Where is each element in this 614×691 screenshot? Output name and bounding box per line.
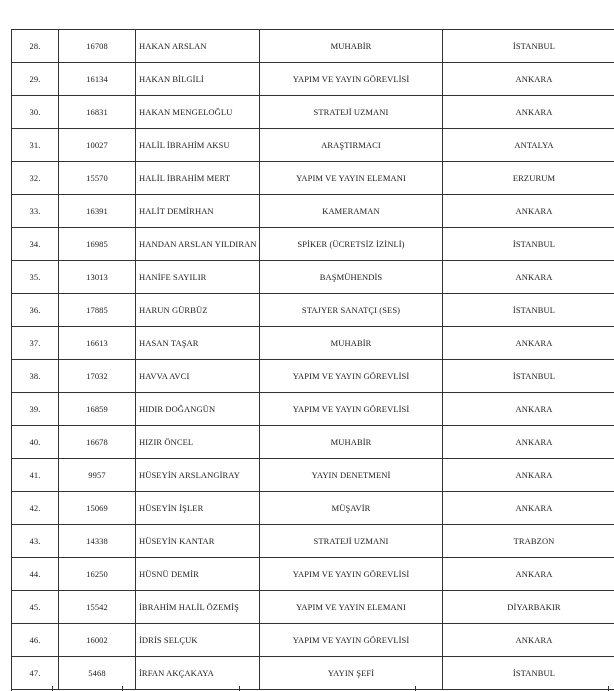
registry-number-cell: 17885 bbox=[59, 294, 136, 327]
person-name-cell: HASAN TAŞAR bbox=[136, 327, 260, 360]
registry-number-cell: 5468 bbox=[59, 657, 136, 690]
city-cell: ANKARA bbox=[443, 195, 614, 228]
registry-number-cell: 16002 bbox=[59, 624, 136, 657]
person-name-cell: HÜSEYİN ARSLANGİRAY bbox=[136, 459, 260, 492]
personnel-table-body bbox=[12, 30, 614, 690]
row-number-cell: 30. bbox=[12, 96, 59, 129]
city-cell: ANKARA bbox=[443, 261, 614, 294]
job-title-cell: YAPIM VE YAYIN GÖREVLİSİ bbox=[260, 393, 443, 426]
city-cell: ANKARA bbox=[443, 492, 614, 525]
row-number-cell: 36. bbox=[12, 294, 59, 327]
person-name-cell: HAVVA AVCI bbox=[136, 360, 260, 393]
row-number-cell: 31. bbox=[12, 129, 59, 162]
city-cell: ANKARA bbox=[443, 96, 614, 129]
row-number-cell: 45. bbox=[12, 591, 59, 624]
stub-divider bbox=[122, 686, 123, 691]
person-name-cell: HAKAN MENGELOĞLU bbox=[136, 96, 260, 129]
job-title-cell: ARAŞTIRMACI bbox=[260, 129, 443, 162]
person-name-cell: HÜSEYİN KANTAR bbox=[136, 525, 260, 558]
table-row bbox=[12, 591, 614, 624]
job-title-cell: YAPIM VE YAYIN GÖREVLİSİ bbox=[260, 360, 443, 393]
row-number-cell: 44. bbox=[12, 558, 59, 591]
job-title-cell: YAYIN DENETMENİ bbox=[260, 459, 443, 492]
row-number-cell: 33. bbox=[12, 195, 59, 228]
person-name-cell: İDRİS SELÇUK bbox=[136, 624, 260, 657]
registry-number-cell: 15542 bbox=[59, 591, 136, 624]
stub-divider bbox=[415, 686, 416, 691]
city-cell: ERZURUM bbox=[443, 162, 614, 195]
person-name-cell: HAKAN ARSLAN bbox=[136, 30, 260, 63]
person-name-cell: HIDIR DOĞANGÜN bbox=[136, 393, 260, 426]
person-name-cell: HÜSEYİN İŞLER bbox=[136, 492, 260, 525]
city-cell: TRABZON bbox=[443, 525, 614, 558]
city-cell: İSTANBUL bbox=[443, 360, 614, 393]
row-number-cell: 35. bbox=[12, 261, 59, 294]
person-name-cell: HANDAN ARSLAN YILDIRAN bbox=[136, 228, 260, 261]
city-cell: ANKARA bbox=[443, 327, 614, 360]
city-cell: ANTALYA bbox=[443, 129, 614, 162]
registry-number-cell: 16391 bbox=[59, 195, 136, 228]
table-row bbox=[12, 426, 614, 459]
job-title-cell: MUHABİR bbox=[260, 426, 443, 459]
table-row bbox=[12, 492, 614, 525]
table-row bbox=[12, 393, 614, 426]
row-number-cell: 38. bbox=[12, 360, 59, 393]
table-row bbox=[12, 294, 614, 327]
table-row bbox=[12, 657, 614, 690]
city-cell: İSTANBUL bbox=[443, 294, 614, 327]
job-title-cell: YAPIM VE YAYIN ELEMANI bbox=[260, 162, 443, 195]
row-number-cell: 37. bbox=[12, 327, 59, 360]
city-cell: ANKARA bbox=[443, 624, 614, 657]
row-number-cell: 40. bbox=[12, 426, 59, 459]
table-row bbox=[12, 96, 614, 129]
job-title-cell: YAYIN ŞEFİ bbox=[260, 657, 443, 690]
job-title-cell: MUHABİR bbox=[260, 327, 443, 360]
registry-number-cell: 16134 bbox=[59, 63, 136, 96]
stub-divider bbox=[52, 686, 53, 691]
city-cell: ANKARA bbox=[443, 426, 614, 459]
registry-number-cell: 16859 bbox=[59, 393, 136, 426]
row-number-cell: 41. bbox=[12, 459, 59, 492]
registry-number-cell: 16708 bbox=[59, 30, 136, 63]
job-title-cell: STAJYER SANATÇI (SES) bbox=[260, 294, 443, 327]
table-row bbox=[12, 558, 614, 591]
job-title-cell: SPİKER (ÜCRETSİZ İZİNLİ) bbox=[260, 228, 443, 261]
registry-number-cell: 15069 bbox=[59, 492, 136, 525]
registry-number-cell: 13013 bbox=[59, 261, 136, 294]
job-title-cell: MÜŞAVİR bbox=[260, 492, 443, 525]
person-name-cell: İBRAHİM HALİL ÖZEMİŞ bbox=[136, 591, 260, 624]
registry-number-cell: 10027 bbox=[59, 129, 136, 162]
person-name-cell: HALİT DEMİRHAN bbox=[136, 195, 260, 228]
registry-number-cell: 16250 bbox=[59, 558, 136, 591]
person-name-cell: HALİL İBRAHİM MERT bbox=[136, 162, 260, 195]
row-number-cell: 34. bbox=[12, 228, 59, 261]
table-row bbox=[12, 129, 614, 162]
person-name-cell: İRFAN AKÇAKAYA bbox=[136, 657, 260, 690]
city-cell: ANKARA bbox=[443, 558, 614, 591]
person-name-cell: HARUN GÜRBÜZ bbox=[136, 294, 260, 327]
city-cell: ANKARA bbox=[443, 393, 614, 426]
city-cell: ANKARA bbox=[443, 459, 614, 492]
table-row bbox=[12, 63, 614, 96]
table-row bbox=[12, 162, 614, 195]
row-number-cell: 28. bbox=[12, 30, 59, 63]
job-title-cell: YAPIM VE YAYIN ELEMANI bbox=[260, 591, 443, 624]
table-row bbox=[12, 525, 614, 558]
job-title-cell: YAPIM VE YAYIN GÖREVLİSİ bbox=[260, 624, 443, 657]
registry-number-cell: 16831 bbox=[59, 96, 136, 129]
job-title-cell: KAMERAMAN bbox=[260, 195, 443, 228]
registry-number-cell: 16613 bbox=[59, 327, 136, 360]
table-row bbox=[12, 360, 614, 393]
row-number-cell: 46. bbox=[12, 624, 59, 657]
city-cell: DİYARBAKIR bbox=[443, 591, 614, 624]
registry-number-cell: 16985 bbox=[59, 228, 136, 261]
table-row bbox=[12, 624, 614, 657]
person-name-cell: HAKAN BİLGİLİ bbox=[136, 63, 260, 96]
registry-number-cell: 17032 bbox=[59, 360, 136, 393]
table-row bbox=[12, 327, 614, 360]
job-title-cell: STRATEJİ UZMANI bbox=[260, 96, 443, 129]
city-cell: İSTANBUL bbox=[443, 30, 614, 63]
city-cell: İSTANBUL bbox=[443, 228, 614, 261]
person-name-cell: HANİFE SAYILIR bbox=[136, 261, 260, 294]
table-row bbox=[12, 228, 614, 261]
row-number-cell: 43. bbox=[12, 525, 59, 558]
registry-number-cell: 14338 bbox=[59, 525, 136, 558]
table-row bbox=[12, 261, 614, 294]
city-cell: İSTANBUL bbox=[443, 657, 614, 690]
job-title-cell: YAPIM VE YAYIN GÖREVLİSİ bbox=[260, 558, 443, 591]
row-number-cell: 47. bbox=[12, 657, 59, 690]
city-cell: ANKARA bbox=[443, 63, 614, 96]
row-number-cell: 39. bbox=[12, 393, 59, 426]
person-name-cell: HÜSNÜ DEMİR bbox=[136, 558, 260, 591]
person-name-cell: HIZIR ÖNCEL bbox=[136, 426, 260, 459]
registry-number-cell: 15570 bbox=[59, 162, 136, 195]
job-title-cell: BAŞMÜHENDİS bbox=[260, 261, 443, 294]
table-row bbox=[12, 459, 614, 492]
job-title-cell: MUHABİR bbox=[260, 30, 443, 63]
stub-divider bbox=[239, 686, 240, 691]
job-title-cell: YAPIM VE YAYIN GÖREVLİSİ bbox=[260, 63, 443, 96]
table-row bbox=[12, 30, 614, 63]
row-number-cell: 42. bbox=[12, 492, 59, 525]
next-row-stub bbox=[11, 686, 609, 691]
person-name-cell: HALİL İBRAHİM AKSU bbox=[136, 129, 260, 162]
row-number-cell: 29. bbox=[12, 63, 59, 96]
registry-number-cell: 9957 bbox=[59, 459, 136, 492]
job-title-cell: STRATEJİ UZMANI bbox=[260, 525, 443, 558]
personnel-table bbox=[11, 29, 614, 690]
row-number-cell: 32. bbox=[12, 162, 59, 195]
table-row bbox=[12, 195, 614, 228]
registry-number-cell: 16678 bbox=[59, 426, 136, 459]
